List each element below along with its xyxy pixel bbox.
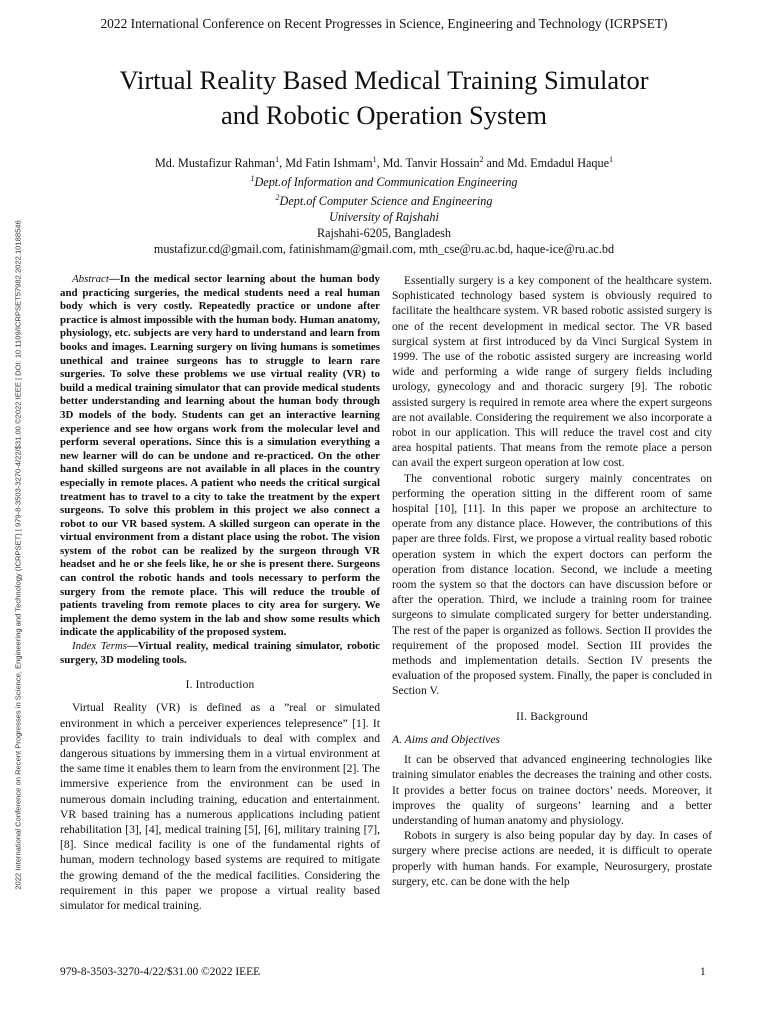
section-heading-background: II. Background [516, 710, 588, 723]
abstract [60, 273, 380, 640]
author-emails: mustafizur.cd@gmail.com, fatinishmam@gmail.com, mth_cse@ru.ac.bd, haque-ice@ru.ac.bd [153, 242, 615, 257]
affiliation-1-mark: 1 [250, 174, 255, 184]
author-separator: , [376, 156, 383, 171]
left-column [60, 273, 380, 913]
background-paragraph-1: It can be observed that advanced engineering technologies like training simulator enables the decreases the training and other costs. It provides a better focus on trainee doctors’ needs. Moreover, it improves the quality of surgeons’ learning and a better understanding of human anatomy and physiology. [392, 753, 712, 827]
author-affiliation-mark: 1 [609, 155, 614, 164]
index-terms-text: —Virtual reality, medical training simulator, robotic surgery, 3D modeling tools. [60, 640, 380, 666]
author-block [60, 152, 708, 257]
paper-title [60, 63, 708, 133]
paper-title-line-1: Virtual Reality Based Medical Training Simulator [119, 65, 649, 95]
affiliation-1-text: Dept.of Information and Communication Engineering [254, 175, 518, 190]
author-names [60, 152, 708, 171]
author-name: Md. Emdadul Haque [507, 156, 610, 171]
abstract-text: —In the medical sector learning about the human body and practicing surgeries, the medical students need a real human body which is very costly. Repeatedly practice or undone after practice is almost impossible with the human body. Human anatomy, physiology, etc. subjects are very hard to understand and learn from books and images. Learning surgery on living humans is sometimes unethical and trainee surgeons has to struggle to learn rare surgeries. To solve these problems we use virtual reality (VR) to build a medical training simulator that can provide medical students better understanding and learning about the human body through 3D models of the body. Students can get an interactive learning experience and see how organs work from the molecular level and perform several operations. Since this is a simulation everything a new learner will do can be undone and re-practiced. On the other hand skilled surgeons are not available in all places in the country especially in remote places. A patient who needs the critical surgical treatment has to travel to a city to take the treatment by the expert surgeons. To solve this problem in this project we also connect a robot to our VR based system. A skilled surgeon can operate in the virtual environment from a distant place using the robot. The vision system of the robot can be realized by the surgeon through VR headset and he or she feels like, he or she is present there. Surgeons can control the robotic hands and tools necessary to perform the surgery from the remote place. This will reduce the trouble of patients traveling from remote places to city area for surgery. We implement the demo system in the lab and show some results which indicate the applicability of the proposed system. [60, 273, 380, 639]
body-paragraph-1: Essentially surgery is a key component of the healthcare system. Sophisticated technology based system is obviously required to facilitate the healthcare system. VR based robotic assisted surgery is one of the recent development in medical sector. The VR based surgical system at first introduced by da Vinci Surgical System in 1999. The use of the robotic assisted surgery are increasing world wide and performing a wide range of surgery fields including urology, gynecology and and thoracic surgery [9]. The robotic assisted surgery is required in remote area where the expert surgeons are not available. Considering the requirement we also incorporate a robot in our application. This will reduce the travel cost and city area hospital patients. That means from the remote place a person can avail the expert surgeon operation at low cost. [392, 274, 712, 470]
conference-header: 2022 International Conference on Recent Progresses in Science, Engineering and Technology (ICRPSET) [100, 16, 668, 31]
author-separator: and [483, 156, 508, 171]
page-number: 1 [700, 966, 706, 978]
doi-sidebar-text: 2022 International Conference on Recent Progresses in Science, Engineering and Technology (ICRPSET) | 979-8-3503-3270-4/22/$31.00 ©2022 IEEE | DOI: 10.1109/ICRPSET57982.2022.10188546 [13, 220, 23, 890]
subsection-heading-aims: A. Aims and Objectives [392, 732, 500, 746]
right-column [392, 273, 712, 889]
index-terms [60, 640, 380, 667]
affiliation-2 [60, 190, 708, 209]
paper-title-line-2: and Robotic Operation System [220, 100, 548, 130]
author-affiliation-mark: 2 [479, 155, 484, 164]
introduction-paragraph: Virtual Reality (VR) is defined as a ”real or simulated environment in which a perceiver experiences telepresence” [1]. It provides facility to train individuals to deal with complex and dangerous situations by immersing them in a virtual environment at the same time it enables them to learn from the environment [2]. The immersive experience from the environment can be used in numerous domain including training, education and entertainment. VR based training has a numerous applications including patient rehabilitation [3], [4], medical training [5], [6], military training [7], [8]. Since medical facility is one of the fundamental rights of human, modern technology based systems are required to mitigate the growing demand of the the medical facilities. Considering the requirement in this paper we propose a virtual reality based simulator for medical training. [60, 701, 380, 913]
section-heading-introduction: I. Introduction [185, 679, 255, 692]
background-paragraph-2: Robots in surgery is also being popular day by day. In cases of surgery where precise actions are needed, it is difficult to operate properly with human hands. For example, Neurosurgery, prostate surgery, etc. can be done with the help [392, 829, 712, 888]
doi-sidebar [12, 130, 24, 980]
author-name: Md. Mustafizur Rahman [154, 156, 276, 171]
affiliation-1 [60, 171, 708, 190]
body-paragraph-2: The conventional robotic surgery mainly concentrates on performing the operation sitting in the different room of same hospital [10], [11]. In this paper we propose an architecture to operate from any distance place. However, the contributions of this paper are three folds. First, we propose a virtual reality based robotic operation system in which the expert doctors can perform the operation from distance location. Second, we include a meeting room the system so that the doctors can have discussion before or after the operation. Third, we include a training room for trainee surgeons to simulate complicated surgery for better understanding. The rest of the paper is organized as follows. Section II provides the requirement of the proposed model. Section III provides the methods and implementation details. Section IV presents the evaluation of the proposed system. Finally, the paper is concluded in Section V. [392, 471, 712, 698]
university: University of Rajshahi [329, 210, 439, 225]
affiliation-2-text: Dept.of Computer Science and Engineering [279, 194, 493, 209]
footer-copyright: 979-8-3503-3270-4/22/$31.00 ©2022 IEEE [60, 966, 261, 978]
affiliation-2-mark: 2 [275, 193, 280, 203]
author-name: Md Fatin Ishmam [285, 156, 373, 171]
index-terms-lead: Index Terms [72, 640, 128, 653]
abstract-lead: Abstract [72, 273, 109, 285]
address: Rajshahi-6205, Bangladesh [316, 226, 452, 241]
author-separator: , [279, 156, 286, 171]
author-affiliation-mark: 1 [275, 155, 280, 164]
author-name: Md. Tanvir Hossain [382, 156, 480, 171]
author-affiliation-mark: 1 [372, 155, 377, 164]
